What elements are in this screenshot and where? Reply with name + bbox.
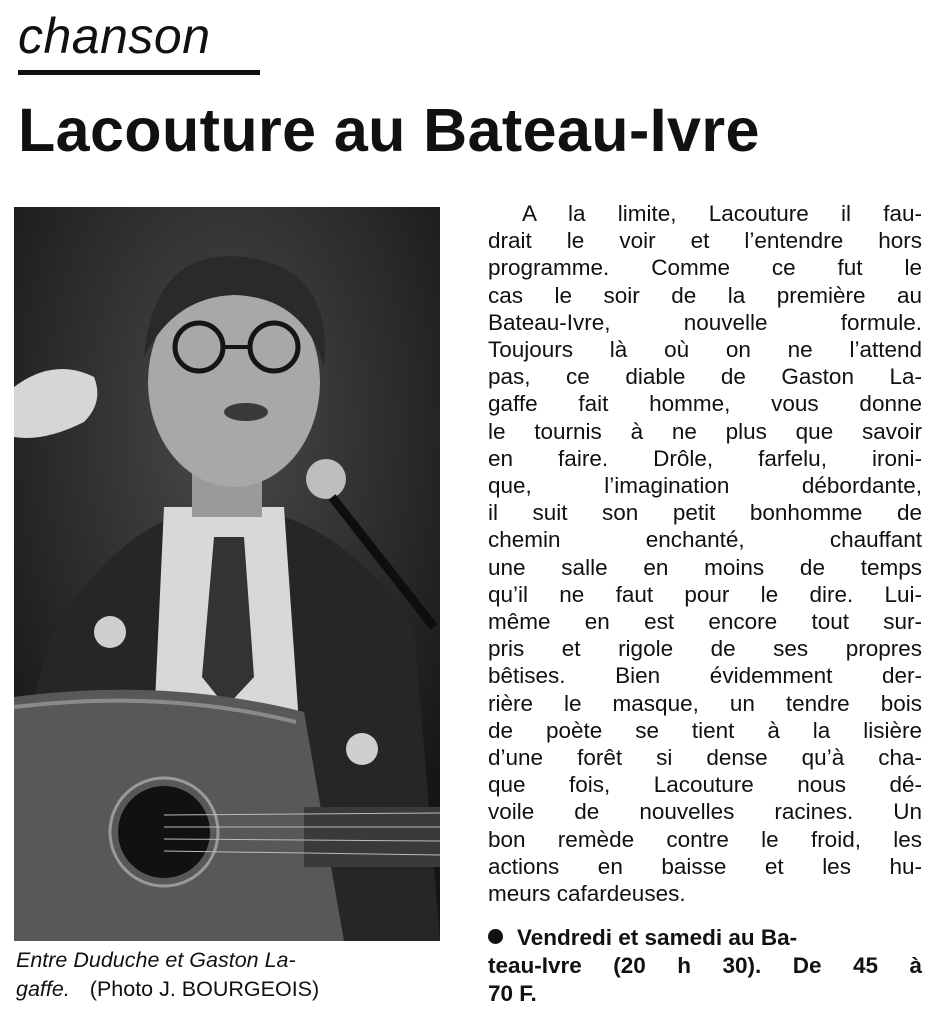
body-line: gaffe fait homme, vous donne — [488, 391, 922, 417]
body-line: Toujours là où on ne l’attend — [488, 337, 922, 363]
body-line: rière le masque, un tendre bois — [488, 690, 922, 716]
info-line-text: Vendredi et samedi au Ba- — [517, 925, 798, 950]
bullet-icon — [488, 929, 503, 944]
body-line: il suit son petit bonhomme de — [488, 500, 922, 526]
caption-italic-end: gaffe. — [16, 977, 70, 1001]
body-line: pas, ce diable de Gaston La- — [488, 364, 922, 390]
event-info — [488, 924, 922, 1008]
body-line: que fois, Lacouture nous dé- — [488, 772, 922, 798]
article-photo — [14, 207, 440, 941]
info-line — [488, 924, 922, 952]
singer-photo-illustration — [14, 207, 440, 941]
body-line: A la limite, Lacouture il fau- — [522, 201, 922, 226]
body-line: drait le voir et l’entendre hors — [488, 228, 922, 254]
body-line: bon remède contre le froid, les — [488, 826, 922, 852]
body-line: même en est encore tout sur- — [488, 609, 922, 635]
photo-credit: (Photo J. BOURGEOIS) — [89, 977, 320, 1001]
body-line: en faire. Drôle, farfelu, ironi- — [488, 445, 922, 471]
photo-caption — [16, 946, 446, 1004]
info-line-last: 70 F. — [488, 981, 537, 1006]
article-body — [488, 200, 922, 907]
body-line: Bateau-Ivre, nouvelle formule. — [488, 309, 922, 335]
body-line: chemin enchanté, chauffant — [488, 527, 922, 553]
body-line: actions en baisse et les hu- — [488, 853, 922, 879]
body-line: qu’il ne faut pour le dire. Lui- — [488, 581, 922, 607]
body-line: programme. Comme ce fut le — [488, 255, 922, 281]
headline: Lacouture au Bateau-Ivre — [18, 96, 760, 164]
body-line: que, l’imagination débordante, — [488, 473, 922, 499]
caption-line-2 — [16, 975, 446, 1004]
body-line-last: meurs cafardeuses. — [488, 881, 686, 907]
body-line: bêtises. Bien évidemment der- — [488, 663, 922, 689]
body-line: une salle en moins de temps — [488, 554, 922, 580]
body-line: le tournis à ne plus que savoir — [488, 418, 922, 444]
body-line: voile de nouvelles racines. Un — [488, 799, 922, 825]
caption-line-1: Entre Duduche et Gaston La- — [16, 948, 296, 972]
rubric-label: chanson — [18, 8, 211, 64]
info-line: teau-Ivre (20 h 30). De 45 à — [488, 953, 922, 978]
body-line: cas le soir de la première au — [488, 282, 922, 308]
body-line: de poète se tient à la lisière — [488, 717, 922, 743]
body-line: d’une forêt si dense qu’à cha- — [488, 745, 922, 771]
body-line: pris et rigole de ses propres — [488, 636, 922, 662]
rubric-underline — [18, 70, 260, 75]
